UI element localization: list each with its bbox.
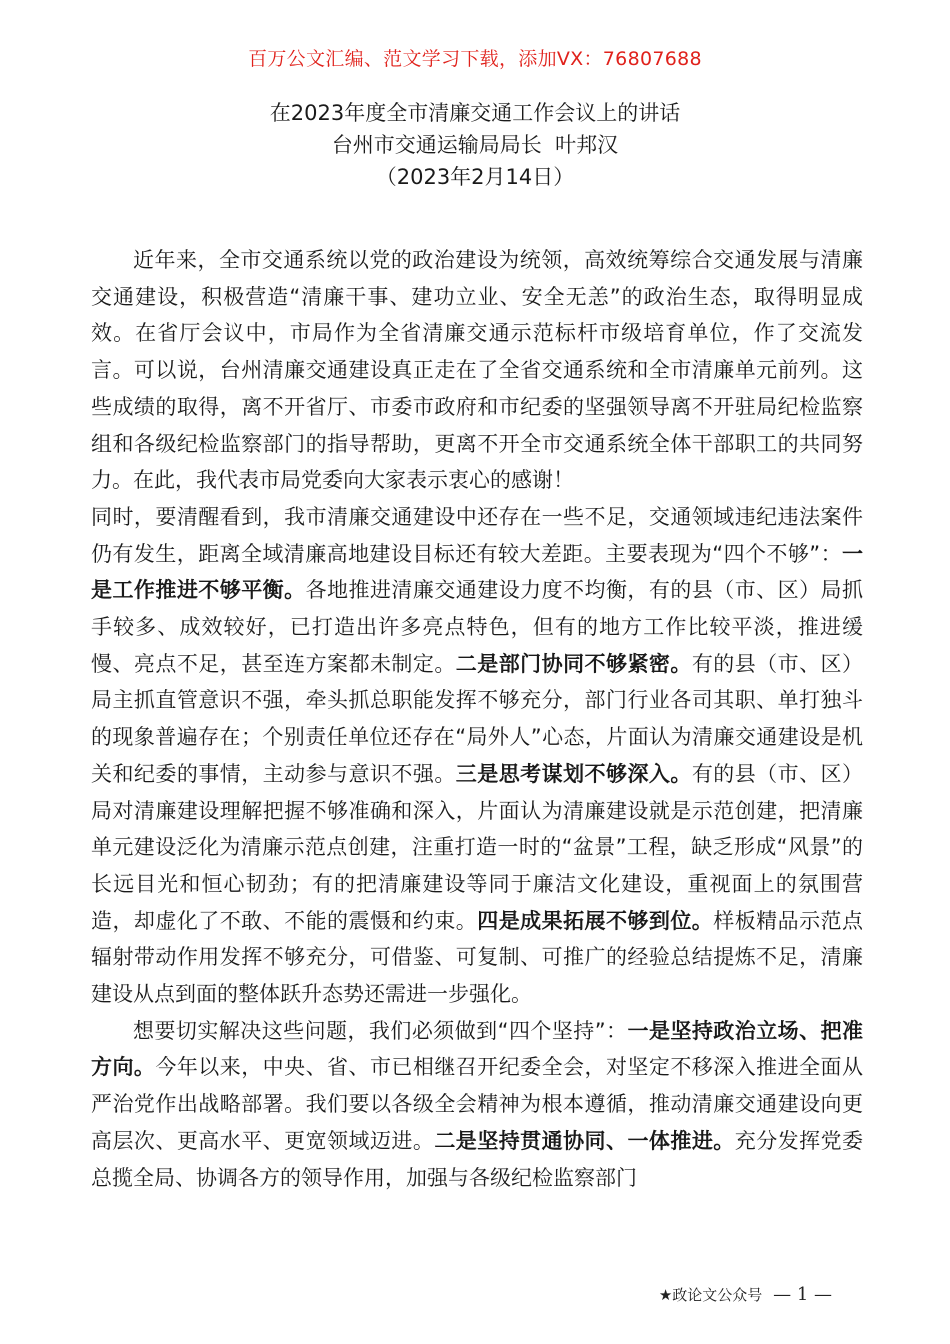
speech-title: 在2023年度全市清廉交通工作会议上的讲话 (269, 101, 681, 125)
persist-text-1: 今年以来，中央、省、市已相继召开纪委全会，对坚定不移深入推进全面从严治党作出战略部署。我们要以各级全会精神为根本遵循，推动清廉交通建设向更高层次、更高水平、更宽领域迈进。 (91, 1055, 864, 1153)
speech-date: （2023年2月14日） (375, 165, 575, 189)
document-header (0, 97, 950, 193)
document-body (91, 242, 863, 1196)
page-number: — 1 — (773, 1284, 832, 1305)
paragraph-four-persistences (91, 1013, 863, 1197)
point-heading-3: 三是思考谋划不够深入。 (455, 761, 692, 786)
download-banner: 百万公文汇编、范文学习下载，添加VX：76807688 (248, 48, 702, 70)
point-text-3: 有的县（市、区）局对清廉建设理解把握不够准确和深入，片面认为清廉建设就是示范创建，把清廉单元建设泛化为清廉示范点创建，注重打造一时的“盆景”工程，缺乏形成“风景”的长远目光和恒心韧劲；有的把清廉建设等同于廉洁文化建设，重视面上的氛围营造，却虚化了不敢、不能的震慑和约束。 (91, 761, 864, 933)
paragraph-achievements: 近年来，全市交通系统以党的政治建设为统领，高效统筹综合交通发展与清廉交通建设，积极营造“清廉干事、建功立业、安全无恙”的政治生态，取得明显成效。在省厅会议中，市局作为全省清廉交通示范标杆市级培育单位，作了交流发言。可以说，台州清廉交通建设真正走在了全省交通系统和全市清廉单元前列。这些成绩的取得，离不开省厅、市委市政府和市纪委的坚强领导离不开驻局纪检监察组和各级纪检监察部门的指导帮助，更离不开全市交通系统全体干部职工的共同努力。在此，我代表市局党委向大家表示衷心的感谢！ (91, 248, 863, 493)
speaker-line: 台州市交通运输局局长 叶邦汉 (331, 133, 619, 157)
persist-text-2: 充分发挥党委总揽全局、协调各方的领导作用，加强与各级纪检监察部门 (91, 1128, 864, 1190)
paragraph-shortcomings (91, 499, 863, 1013)
persistences-intro: 想要切实解决这些问题，我们必须做到“四个坚持”： (133, 1018, 628, 1043)
persist-heading-1: 一是坚持政治立场、把准方向。 (91, 1018, 863, 1080)
persist-heading-2: 二是坚持贯通协同、一体推进。 (434, 1128, 735, 1153)
point-heading-2: 二是部门协同不够紧密。 (455, 651, 692, 676)
point-heading-4: 四是成果拓展不够到位。 (477, 908, 714, 933)
shortcomings-intro: 同时，要清醒看到，我市清廉交通建设中还存在一些不足，交通领域违纪违法案件仍有发生，距离全域清廉高地建设目标还有较大差距。主要表现为“四个不够”： (91, 504, 863, 566)
footer-source: ★政论文公众号 (658, 1286, 763, 1304)
point-text-2: 有的县（市、区）局主抓直管意识不强，牵头抓总职能发挥不够充分，部门行业各司其职、单打独斗的现象普遍存在；个别责任单位还存在“局外人”心态，片面认为清廉交通建设是机关和纪委的事情，主动参与意识不强。 (91, 651, 864, 786)
point-text-4: 样板精品示范点辐射带动作用发挥不够充分，可借鉴、可复制、可推广的经验总结提炼不足，清廉建设从点到面的整体跃升态势还需进一步强化。 (91, 908, 864, 1007)
point-text-1: 各地推进清廉交通建设力度不均衡，有的县（市、区）局抓手较多、成效较好，已打造出许多亮点特色，但有的地方工作比较平淡，推进缓慢、亮点不足，甚至连方案都未制定。 (91, 578, 864, 676)
page-footer (659, 1284, 832, 1305)
point-heading-1: 一是工作推进不够平衡。 (91, 541, 863, 603)
